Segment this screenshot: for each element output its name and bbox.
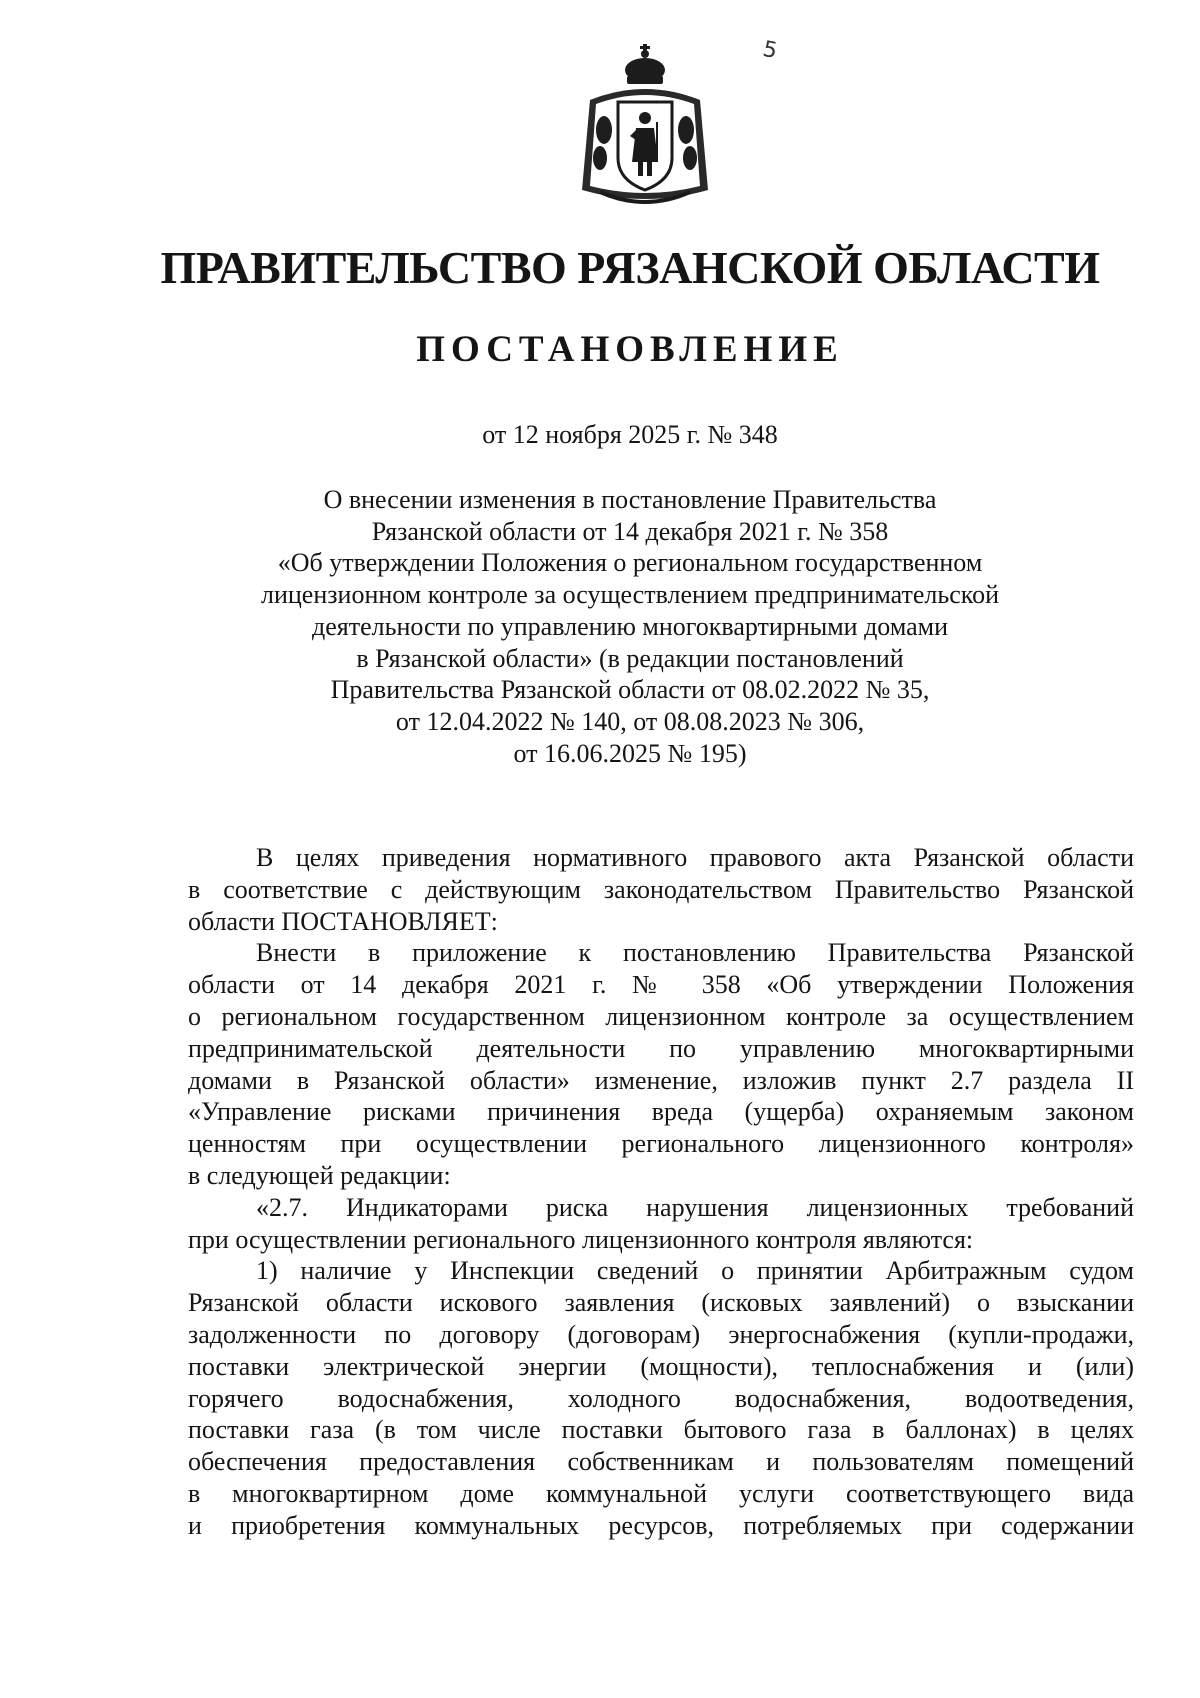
subject-line: деятельности по управлению многоквартирными домами (312, 611, 948, 641)
body-line: Внести в приложение к постановлению Правительства Рязанской (256, 938, 1134, 968)
body-line: поставки газа (в том числе поставки бытового газа в баллонах) в целях (188, 1415, 1134, 1445)
body-line: домами в Рязанской области» изменение, изложив пункт 2.7 раздела II (188, 1065, 1134, 1095)
body-line: ценностям при осуществлении регионального лицензионного контроля» (188, 1129, 1134, 1159)
subject-line: О внесении изменения в постановление Правительства (323, 485, 937, 514)
body-line: при осуществлении регионального лицензионного контроля являются: (188, 1224, 974, 1254)
document-date-number: от 12 ноября 2025 г. № 348 (482, 420, 778, 449)
subject-line: лицензионном контроле за осуществлением предпринимательской (261, 580, 999, 610)
ryazan-coat-of-arms-icon (570, 40, 720, 212)
body-line: «Управление рисками причинения вреда (ущерба) охраняемым законом (188, 1097, 1134, 1127)
document-subject (180, 484, 1080, 769)
body-line: «2.7. Индикаторами риска нарушения лицензионных требований (256, 1192, 1134, 1222)
body-line: горячего водоснабжения, холодного водоснабжения, водоотведения, (188, 1383, 1134, 1413)
body-line: и приобретения коммунальных ресурсов, потребляемых при содержании (188, 1510, 1134, 1540)
body-line: в многоквартирном доме коммунальной услуги соответствующего вида (188, 1478, 1134, 1508)
body-line: В целях приведения нормативного правового акта Рязанской области (256, 843, 1134, 872)
body-line: Рязанской области искового заявления (исковых заявлений) о взыскании (188, 1288, 1134, 1318)
document-type: ПОСТАНОВЛЕНИЕ (416, 329, 844, 370)
body-line: 1) наличие у Инспекции сведений о принятии Арбитражным судом (256, 1256, 1134, 1286)
subject-line: «Об утверждении Положения о региональном государственном (277, 548, 983, 578)
subject-line: Рязанской области от 14 декабря 2021 г. № 358 (371, 516, 889, 546)
body-line: предпринимательской деятельности по управлению многоквартирными (188, 1033, 1134, 1063)
body-line: в соответствие с действующим законодательством Правительство Рязанской (188, 874, 1134, 904)
subject-line: Правительства Рязанской области от 08.02.2022 № 35, (330, 675, 930, 705)
subject-line: от 12.04.2022 № 140, от 08.08.2023 № 306, (395, 706, 865, 736)
body-line: о региональном государственном лицензионном контроле за осуществлением (188, 1001, 1134, 1031)
body-line: поставки электрической энергии (мощности), теплоснабжения и (или) (188, 1351, 1134, 1381)
body-line: области от 14 декабря 2021 г. № 358 «Об утверждении Положения (188, 970, 1134, 1000)
body-line: задолженности по договору (договорам) энергоснабжения (купли-продажи, (188, 1319, 1134, 1349)
body-line: обеспечения предоставления собственникам и пользователям помещений (188, 1447, 1134, 1477)
organization-name: ПРАВИТЕЛЬСТВО РЯЗАНСКОЙ ОБЛАСТИ (160, 242, 1100, 293)
body-line: в следующей редакции: (188, 1160, 451, 1190)
subject-line: от 16.06.2025 № 195) (513, 738, 747, 768)
subject-line: в Рязанской области» (в редакции постановлений (356, 643, 904, 673)
body-line: области ПОСТАНОВЛЯЕТ: (188, 906, 498, 936)
document-body (188, 842, 1134, 1542)
handwritten-page-mark: 5 (760, 36, 780, 65)
